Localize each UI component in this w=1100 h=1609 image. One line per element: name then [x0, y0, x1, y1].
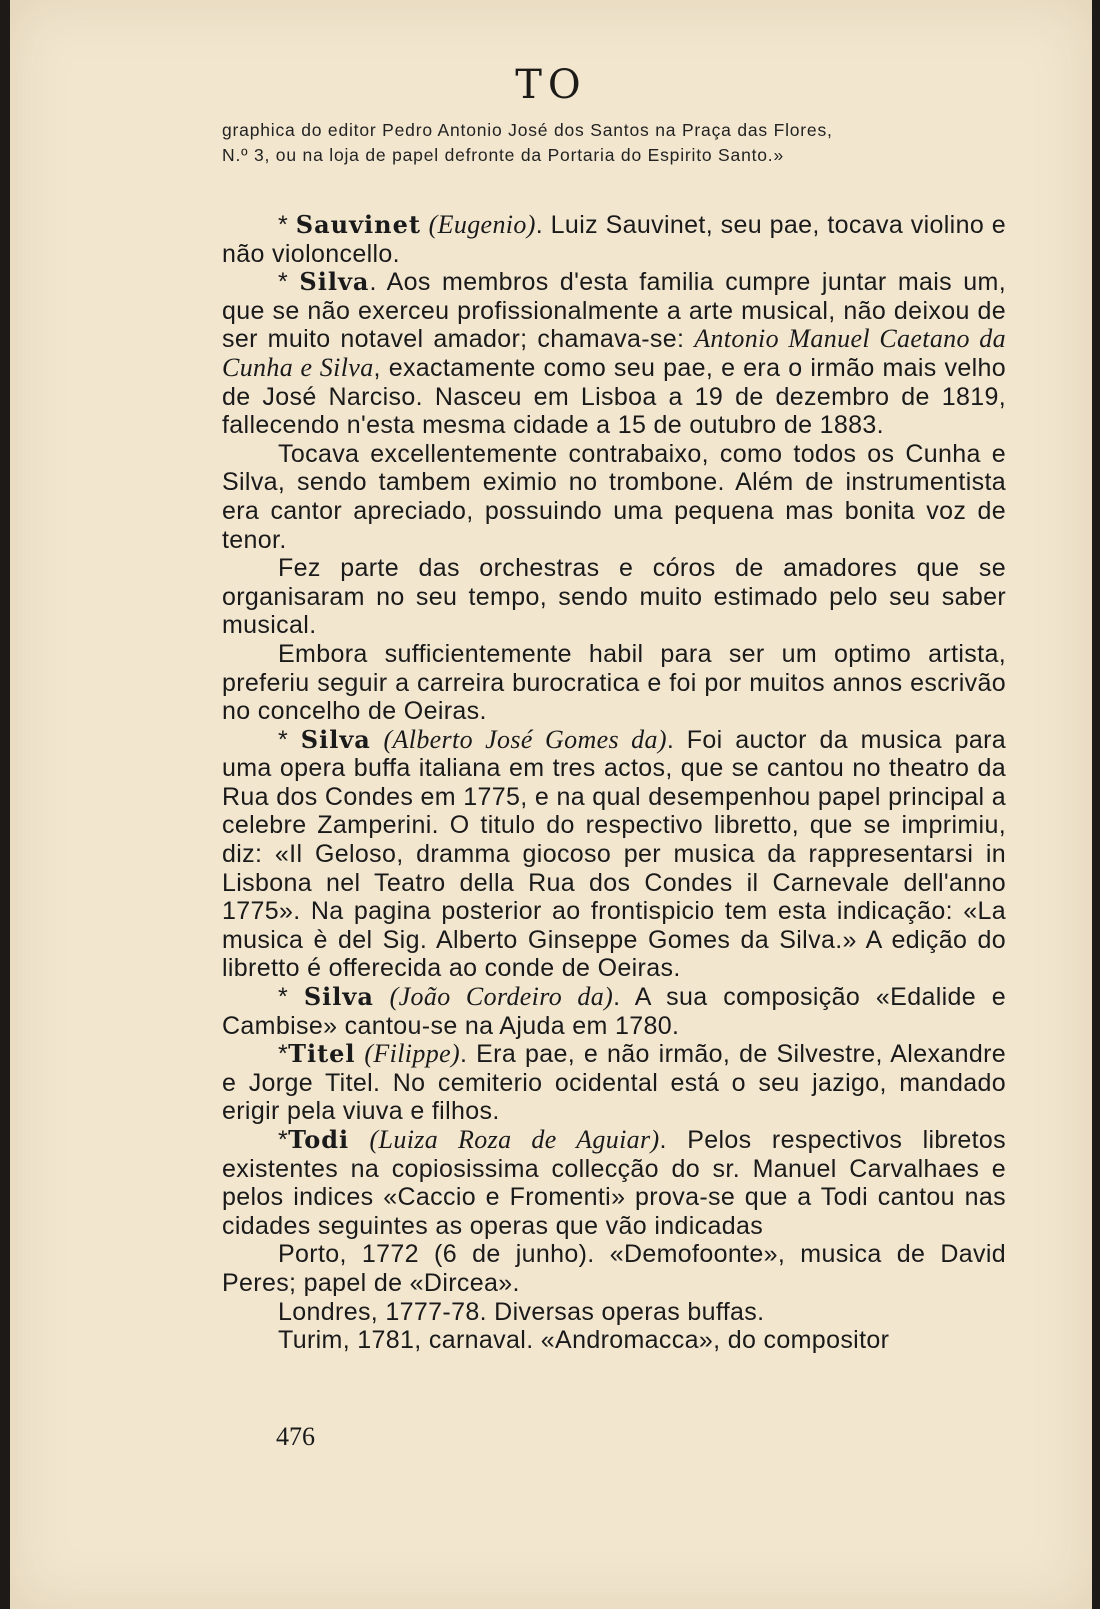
entry-mark: * [278, 725, 289, 754]
given-name: (Luiza Roza de Aguiar) [369, 1125, 660, 1154]
continued-text [222, 118, 1012, 168]
paragraph: Porto, 1772 (6 de junho). «Demofoonte», musica de David Peres; papel de «Dircea». [222, 1240, 1006, 1297]
entry-mark: * [278, 1040, 289, 1069]
given-name: (Eugenio) [428, 210, 536, 239]
given-name: (Filippe) [364, 1039, 460, 1069]
entry-text: . Era pae, e não irmão, de Silvestre, Alexandre e Jorge Titel. No cemiterio ocidental está o seu jazigo, mandado erigir pela viuva e filhos. [222, 1040, 1007, 1126]
entry-text: . Luiz Sauvinet, seu pae, tocava violino e não violoncello. [222, 211, 1007, 268]
paragraph: Tocava excellentemente contrabaixo, como todos os Cunha e Silva, sendo tambem eximio no trombone. Além de instrumentista era cantor apreciado, possuindo uma pequena mas bonita voz de tenor. [222, 439, 1006, 554]
entry-text: . Aos membros d'esta familia cumpre juntar mais um, que se não exerceu profissionalmente a arte musical, não deixou de ser muito notavel amador; chamava-se: [222, 268, 1007, 354]
paragraph: Londres, 1777-78. Diversas operas buffas. [278, 1297, 765, 1326]
headword: Titel [288, 1039, 356, 1069]
page-number: 476 [276, 1422, 315, 1451]
entry-text: . A sua composição «Edalide e Cambise» cantou-se na Ajuda em 1780. [222, 983, 1007, 1040]
headword: Silva [299, 267, 370, 297]
entry-text: . Foi auctor da musica para uma opera buffa italiana em tres actos, que se cantou no theatro da Rua dos Condes em 1775, e na qual desempenhou papel principal a celebre Zamperini. O titulo do respectivo libretto, que se imprimiu, diz: «Il Geloso, dramma giocoso per musica da rappresentarsi in Lisbona nel Teatro della Rua dos Condes il Carnevale dell'anno 1775». Na pagina posterior ao frontispicio tem esta indicação: «La musica è del Sig. Alberto Ginseppe Gomes da Silva.» A edição do libretto é offerecida ao conde de Oeiras. [222, 725, 1007, 983]
paragraph: Fez parte das orchestras e córos de amadores que se organisaram no seu tempo, sendo muito estimado pelo seu saber musical. [222, 554, 1006, 640]
intro-line: N.º 3, ou na loja de papel defronte da Portaria do Espirito Santo.» [222, 145, 784, 165]
headword: Silva [300, 724, 371, 754]
entry-titel [222, 1040, 1006, 1126]
entry-todi [222, 1126, 1006, 1240]
entry-silva-alberto [222, 726, 1006, 983]
paragraph: Turim, 1781, carnaval. «Andromacca», do compositor [278, 1326, 890, 1355]
entry-text: , exactamente como seu pae, e era o irmão mais velho de José Narciso. Nasceu em Lisboa a 19 de dezembro de 1819, fallecendo n'esta mesma cidade a 15 de outubro de 1883. [222, 353, 1007, 440]
intro-line: graphica do editor Pedro Antonio José dos Santos na Praça das Flores, [222, 120, 833, 140]
headword: Todi [288, 1125, 350, 1154]
full-name: Antonio Manuel Caetano da Cunha e Silva [222, 324, 1006, 382]
entry-silva-joao [222, 983, 1006, 1040]
headword: Silva [303, 982, 374, 1012]
given-name: (João Cordeiro da) [389, 982, 614, 1012]
running-header: TO [515, 62, 587, 108]
headword: Sauvinet [295, 210, 421, 239]
paragraph: Embora sufficientemente habil para ser um optimo artista, preferiu seguir a carreira burocratica e foi por muitos annos escrivão no concelho de Oeiras. [222, 639, 1006, 726]
entry-mark: * [278, 983, 289, 1012]
dictionary-body [222, 211, 1006, 1355]
entry-text: . Pelos respectivos libretos existentes na copiosissima collecção do sr. Manuel Carvalhaes e pelos indices «Caccio e Fromenti» prova-se que a Todi cantou nas cidades seguintes as operas que vão indicadas [222, 1126, 1006, 1240]
entry-sauvinet [222, 211, 1006, 268]
given-name: (Alberto José Gomes da) [383, 724, 667, 754]
entry-silva-antonio [222, 268, 1006, 440]
entry-mark: * [278, 1126, 289, 1154]
entry-mark: * [278, 211, 289, 239]
entry-mark: * [278, 268, 289, 297]
book-page [10, 0, 1092, 1609]
